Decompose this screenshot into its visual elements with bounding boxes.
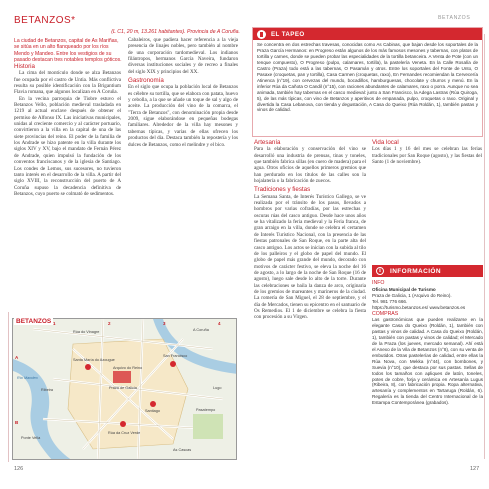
running-title: BETANZOS [438,15,471,21]
map-label: Pasatempo [196,408,216,412]
glass-icon [257,30,266,39]
gastronomia-p1: En el siglo que ocupa la población local de Betanzos es célebre su tortilla, que se elabora con patata, huevo y cebolla, a la que se añade un toque de sal y algo de aceite. La producción del vino de la comarca, el "Terra de Betanzos", con denominación propia desde 2009, sigue elaborándose en pequeñas bodegas familiares. Alrededor de la villa hay mesones y tabernas típicas, y varias de ellas ofrecen los productos del día. Destaca también la repostería y los dulces de Betanzos, como el melindre y el bico. [128,84,238,148]
column-4 [372,140,482,165]
info-title: INFORMACIÓN [390,267,441,275]
city-map[interactable] [12,318,237,460]
map-title: BETANZOS [16,318,52,325]
historia-p3: Cabaleiros, que padiera hacer referencia a la vieja presencia de linajes nobles, pero también al nombre de una corporación tardomedieval. Los indianos filántropos, hermanos García Naveira, fundaron diversas instituciones sociales y de recreo a finales del siglo XIX y principios del XX. [128,37,238,75]
poi-marker [170,361,176,367]
map-label: Rúa do Vinagre [73,330,100,334]
grid-number: 1 [53,321,56,326]
historia-p1: La cima del montículo donde se alza Betanzos fue ocupada por el castro de Untia. Más conflictiva resulta su posible identificación con la Brigantium Flavia romana, que algunos localizan en A Coruña. [14,70,121,96]
map-label: Arquivo do Reino [113,366,143,370]
grid-number: 3 [163,321,166,326]
tapeo-header [253,28,482,40]
map-label: Santiago [145,409,160,413]
tapeo-box [252,27,483,137]
city-title: BETANZOS* [14,15,76,26]
intro-text: La ciudad de Betanzos, capital de As Mariñas, se sitúa en un alto flanqueado por los ríos Mendo y Mandeo. Entre los vestigios de su pasado destacan tres notables templos góticos. [14,38,122,63]
info-body [372,280,483,429]
artesania-p1: Para la elaboración y conservación del vino se desarrolló una industria de prensas, tinas y toneles, que también fabrica sillas (en cuero de madera) para el agua. Otros oficios de aquellos primeros gremios que han perdurado en los títulos de las calles son la hojalatería o la fabricación de zuecos. [254,146,366,185]
right-margin-rule [484,34,485,459]
map-label: San Francisco [163,354,188,358]
poi-marker [85,364,91,370]
info-header [372,265,483,277]
column-1 [14,64,121,197]
grid-number: 4 [218,321,221,326]
info-icon: i [376,267,384,275]
poi-marker [120,421,126,427]
poi-marker [150,401,156,407]
grid-letter: B [15,420,19,425]
tradiciones-heading: Tradiciones y fiestas [254,186,311,194]
info-address: Praza de Galicia, 1 (Arquivo do Reino). [372,292,452,298]
info-label: INFO [372,280,385,286]
map-label: Santa María do Azougue [73,358,115,362]
map-label: As Cascas [173,448,192,452]
artesania-heading: Artesanía [254,139,281,146]
grid-letter: A [15,355,19,360]
historia-heading: Historia [14,63,35,70]
page-number-left: 126 [14,466,24,472]
tradiciones-p1: La Semana Santa, de Interés Turístico Gallego, se ve realizada por el tránsito de los pasos, llevados a hombros por varias cofradías, por las estrechas y oscuras rúas del casco antiguo. Desde hace unos años se ha vitalizado la feria medieval y la Feria franca, de gran arraigo en la villa, donde se celebra el certamen de Interés Turístico Nacional, con la presencia de las fiestas patronales de San Roque, en la parte alta del casco antiguo. Los actos se inician con la subida al tilo de los palleiros y el globo de papel del mundo. El globo de papel más grande del mundo, decorado con motivos de carácter festivo, se eleva la noche del 16 de agosto, a lo largo de la noche de San Roque (16 de agosto), luego sale desde lo alto de la torre. Durante las celebraciones se baila la danza de arco, originaria de los gremios de mareantes y marineros de la ciudad. La romería de San Miguel, el 28 de septiembre, y el día de Mercados, tienen su epicentro en el santuario de Os Remedios. El 1 de diciembre se celebra la fiesta con procesión a su Virgen. [254,193,366,321]
map-label: A Coruña [193,328,209,332]
info-office: Oficina Municipal de Turismo [372,286,436,292]
map-label: Lugo [213,386,222,390]
city-info: (L C1, 20 m, 13.261 habitantes). Provincia de A Coruña. [111,29,240,35]
info-phone: Tel. 981 776 666. [372,298,408,304]
map-label: Ribeira [41,388,54,392]
column-2 [128,37,238,148]
map-label: Rúa da Cruz Verde [108,431,141,435]
vida-local-p1: Los días 1 y 16 del mes se celebran las ferias tradicionales por San Roque (agosto), y las fiestas del Santo (1 de noviembre). [372,146,482,166]
plaza-marker [113,371,131,383]
compras-label: COMPRAS [372,310,399,317]
info-web[interactable]: https://turismo.betanzos.es/ www.betanzos.es [372,304,466,310]
park-area [193,414,223,439]
page-number-right: 127 [470,466,480,472]
tapeo-body: Se concentra en dos estrechas travesas, conocidas como As Cabinas, que bajan desde los soportales de la Praza García Hermanos: en Progreso están algunos de los más famosos mesones y tabernas, con platos de tortilla y carnes, donde se pueden probar las especialidades de la tortilla betanceira. A Venta de Pote (con un tenque compuesto), O Progreso (pulpo, calamares, tortilla), la pastelería Veneta. En la Calle Rosalía de Castro (Praza) todo está a las tabernas, O Pasamán y otros. Entre los soportales del Fonte de Unto, O Pasaxe (croquetas, pan y tortilla), Casa Carmen (croquetas, raxo), En Fernandes recomiendan la Cervecería Atinenca (n°19), con cervezas del mundo, bocadillos, hamburguesas, chocolate y churros y menú. En la inferior Rúa da Cañota O Candil (n°15), con raciones abundantes de calamares, raxo o porra. Aunque no sea animada, también hay tabernas en el casco medieval: junto a San Francisco, la Adega Lastras (Rúa Quiroga, 5), de las más típicas, con vino de Betanzos y aperitivos de empanada, pulpo, croquetas o raxo. Original y divertida la Casa Lebanova, con tienda y degustación, A Casa do Queixo (Rúa Roldán, 1), también pastas y vinos de calidad. [257,42,478,113]
historia-p2: En la vecina parroquia de Tiobre estuvo el Betanzos Vello, población medieval trasladada en 1219 al actual enclave después de obtener el permiso de Alfonso IX. Las iniciativas municipales, unidas al creciente comercio y al carácter portuario, convirtieron a la villa en la capital de una de las siete provincias del reino. El poder de la familia de los Andrade se hizo patente en la villa durante los siglos XIV y XV, bajo el mandato de Fernán Pérez de Andrade, quien impulsó la fundación de los conventos franciscanos y de la iglesia de Santiago. Los condes de Lemos, sus sucesores, no tuvieron tanto interés en el desarrollo de la villa. A partir del siglo XVIII, la reconstrucción del puerto de A Coruña supuso la decadencia definitiva de Betanzos, cuyo puerto se colmató de sedimentos. [14,95,121,197]
compras-text: Las gastronómicas que pueden realizarse en la elegante Casa do Queixo (Roldán, 1), también con pastas y vinos de calidad. A Casa do Queixo (Roldán, 1), también con pastas y vinos de calidad; el Mercado de la Praza (los jueves, mercado semanal). Ahí está el Anexo de la Vila de Betanzos (n°8), con su venta de embutidos. Otras pastelerías de calidad, entre ellas la Rúa Nova, con Mekka (n°44), con bombones, y Suevia (n°10), que destaca por sus pastas. Sellas de todos los tamaños con apliques de latón, toneles, potes de cobre, forja y cerámica en Artesanía Lugus (Ribeira, 8), con fabricación propia. Ropa alternativa, artesanía y complementos en Tartaruga (Roldán, 6). Regalería es la tienda del Centro Internacional de la Estampa Contemporánea (grabados). [372,317,483,406]
gastronomia-heading: Gastronomía [128,77,164,85]
vida-local-heading: Vida local [372,139,399,146]
map-label: Ponte Vella [21,436,41,440]
grid-number: 2 [108,321,111,326]
column-3 [254,140,366,362]
map-svg [13,319,237,460]
river-label: Río Mandeo [17,376,38,380]
left-margin-rule [8,312,9,462]
tapeo-title: EL TAPEO [271,30,305,38]
map-label: Praza de Galicia [109,386,137,390]
